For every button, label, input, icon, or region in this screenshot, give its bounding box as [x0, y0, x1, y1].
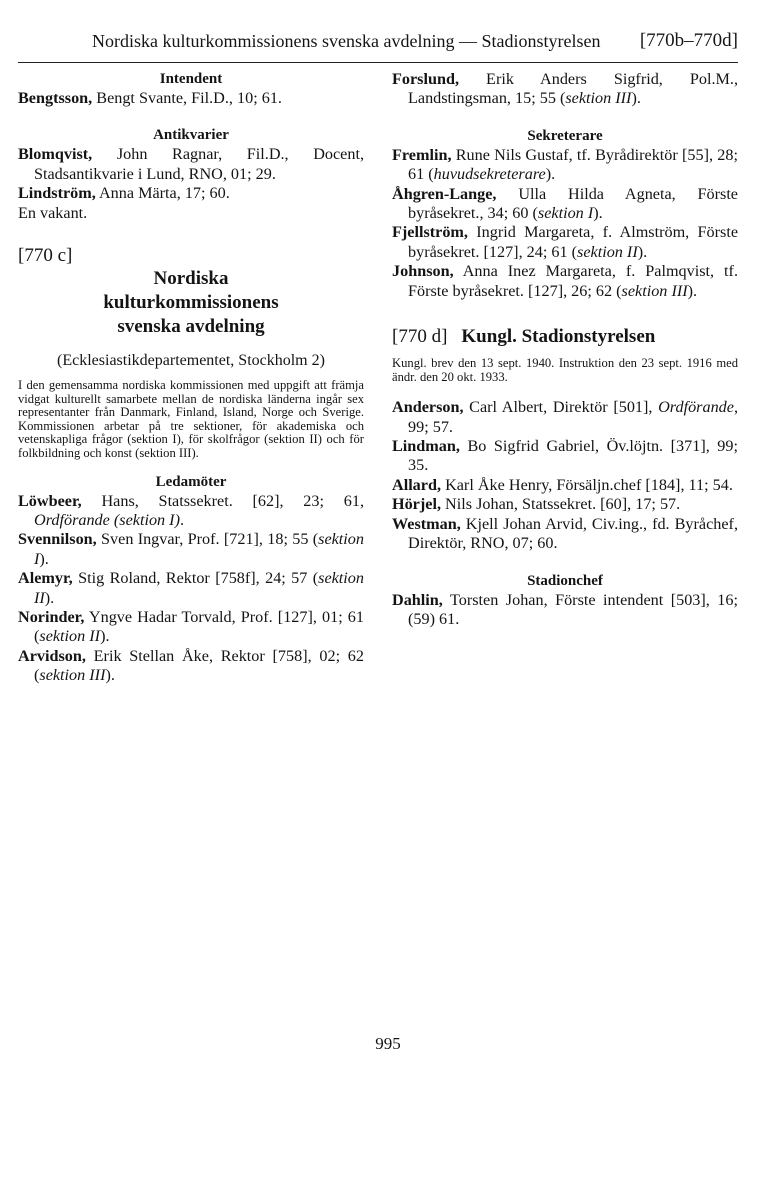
- entry-text: Kjell Johan Arvid, Civ.ing., fd. Byråchef, Direktör, RNO, 07; 60.: [408, 514, 738, 553]
- entry-role: Ordförande: [658, 398, 734, 417]
- entry-role: huvudsekreterare: [433, 165, 546, 184]
- entry-svennilson: [18, 530, 364, 569]
- section-number-770c: [770 c]: [18, 245, 73, 267]
- entry-name: Forslund,: [392, 70, 460, 88]
- heading-sekreterare: Sekreterare: [527, 127, 603, 144]
- entry-tail: ).: [631, 89, 641, 108]
- entry-tail: ).: [687, 281, 698, 300]
- section-note-770d: Kungl. brev den 13 sept. 1940. Instruktion den 23 sept. 1916 med ändr. den 20 okt. 1933.: [392, 356, 738, 384]
- vacancy-note: En vakant.: [18, 203, 88, 222]
- section-note-770c: I den gemensamma nordiska kommissionen med uppgift att främja vidgat kulturellt samarbete mellan de nordiska länderna ingår sex representanter från Danmark, Finland, Island, Norge och Sverige. Kommissionen arbetar på tre sektioner, för akademiska och vetenskapliga frågor (sektion I), för skolfrågor (sektion II) och för folkbildning och konst (sektion III).: [18, 378, 364, 460]
- entry-allard: [392, 476, 738, 495]
- right-column: [392, 70, 738, 629]
- entry-name: Bengtsson,: [18, 89, 93, 107]
- running-head-title: Nordiska kulturkommissionens svenska avdelning — Stadionstyrelsen: [92, 31, 601, 51]
- entry-name: Lindman,: [392, 437, 460, 456]
- entry-text: Torsten Johan, Förste intendent [503], 16; (59) 61.: [408, 590, 738, 628]
- entry-name: Fjellström,: [392, 223, 468, 242]
- entry-role: sektion I: [537, 204, 594, 223]
- section-subtitle-770c: (Ecklesiastikdepartementet, Stockholm 2): [57, 352, 325, 370]
- left-column: [18, 70, 364, 686]
- entry-tail: ).: [39, 549, 49, 568]
- entry-name: Fremlin,: [392, 145, 452, 164]
- entry-name: Alemyr,: [18, 569, 73, 588]
- heading-ledamoter: Ledamöter: [155, 473, 227, 490]
- entry-name: Hörjel,: [392, 495, 441, 514]
- section-number-770d: [770 d]: [392, 326, 448, 348]
- entry-tail: ).: [44, 588, 55, 607]
- entry-text: Erik Stellan Åke, Rektor [758], 02; 62 (: [34, 646, 364, 685]
- heading-stadionchef: Stadionchef: [527, 572, 603, 589]
- entry-norinder: [18, 608, 364, 647]
- entry-role: Ordförande (sektion I): [34, 511, 180, 529]
- entry-fjellstrom: [392, 223, 738, 262]
- entry-tail: .: [179, 511, 185, 529]
- entry-tail: ).: [545, 165, 556, 184]
- entry-role: sektion II: [34, 569, 364, 607]
- entry-name: Dahlin,: [392, 590, 443, 609]
- entry-lindman: [392, 437, 738, 476]
- entry-role: sektion III: [39, 666, 106, 685]
- entry-text: Sven Ingvar, Prof. [721], 18; 55 (: [96, 530, 319, 549]
- entry-tail: , 99; 57.: [408, 398, 738, 436]
- entry-alemyr: [18, 569, 364, 608]
- entry-text: Ulla Hilda Agneta, Förste byråsekret., 34; 60 (: [408, 184, 738, 223]
- entry-role: sektion II: [39, 627, 101, 646]
- entry-ahgren-lange: [392, 185, 738, 224]
- entry-role: sektion III: [621, 281, 688, 300]
- entry-text: Hans, Statssekret. [62], 23; 61,: [81, 491, 364, 510]
- entry-westman: [392, 515, 738, 554]
- entry-text: Karl Åke Henry, Försäljn.chef [184], 11; 54.: [441, 475, 733, 494]
- entry-lindstrom: [18, 184, 364, 203]
- section-heading-770d: [392, 325, 738, 349]
- entry-tail: ).: [637, 242, 648, 261]
- entry-arvidson: [18, 647, 364, 686]
- entry-lowbeer: [18, 492, 364, 531]
- entry-name: Westman,: [392, 514, 461, 533]
- header-rule: [18, 62, 738, 63]
- entry-johnson: [392, 262, 738, 301]
- entry-text: John Ragnar, Fil.D., Docent, Stadsantikvarie i Lund, RNO, 01; 29.: [34, 145, 364, 183]
- section-title-770d: Kungl. Stadionstyrelsen: [461, 326, 656, 348]
- heading-antikvarier: Antikvarier: [153, 127, 229, 144]
- entry-horjel: [392, 495, 738, 514]
- entry-blomqvist: [18, 145, 364, 184]
- entry-name: Anderson,: [392, 398, 464, 417]
- entry-anderson: [392, 398, 738, 437]
- entry-name: Lindström,: [18, 184, 96, 203]
- entry-dahlin: [392, 591, 738, 630]
- entry-name: Norinder,: [18, 608, 85, 627]
- entry-text: Erik Anders Sigfrid, Pol.M., Landstingsman, 15; 55 (: [408, 70, 738, 108]
- section-title-770c: Nordiska kulturkommissionens svenska avdelning: [103, 268, 279, 338]
- entry-name: Johnson,: [392, 262, 454, 281]
- heading-intendent: Intendent: [159, 71, 223, 87]
- entry-name: Blomqvist,: [18, 145, 93, 164]
- entry-role: sektion I: [34, 530, 364, 568]
- entry-text: Carl Albert, Direktör [501],: [463, 398, 659, 417]
- entry-text: Bengt Svante, Fil.D., 10; 61.: [92, 89, 282, 107]
- entry-forslund: [392, 70, 738, 109]
- entry-text: Stig Roland, Rektor [758f], 24; 57 (: [72, 569, 319, 588]
- entry-text: Ingrid Margareta, f. Almström, Förste byråsekret. [127], 24; 61 (: [408, 223, 738, 261]
- entry-text: Yngve Hadar Torvald, Prof. [127], 01; 61 (: [34, 608, 364, 646]
- entry-text: Bo Sigfrid Gabriel, Öv.löjtn. [371], 99; 35.: [408, 437, 738, 475]
- running-head-range: [770b–770d]: [639, 30, 738, 51]
- page-number: 995: [375, 1034, 401, 1053]
- entry-tail: ).: [100, 627, 110, 646]
- entry-tail: ).: [593, 204, 603, 223]
- entry-text: Nils Johan, Statssekret. [60], 17; 57.: [441, 495, 681, 514]
- entry-fremlin: [392, 146, 738, 185]
- entry-text: Rune Nils Gustaf, tf. Byrådirektör [55], 28; 61 (: [408, 145, 738, 184]
- entry-role: sektion II: [577, 242, 638, 261]
- entry-name: Svennilson,: [18, 530, 97, 549]
- entry-text: Anna Märta, 17; 60.: [95, 184, 230, 203]
- entry-text: Anna Inez Margareta, f. Palmqvist, tf. Förste byråsekret. [127], 26; 62 (: [408, 262, 738, 300]
- entry-name: Löwbeer,: [18, 491, 82, 510]
- entry-bengtsson: [18, 89, 364, 108]
- entry-name: Allard,: [392, 475, 442, 494]
- entry-tail: ).: [105, 666, 115, 685]
- entry-role: sektion III: [565, 89, 632, 108]
- entry-name: Åhgren-Lange,: [392, 184, 497, 203]
- entry-name: Arvidson,: [18, 646, 86, 665]
